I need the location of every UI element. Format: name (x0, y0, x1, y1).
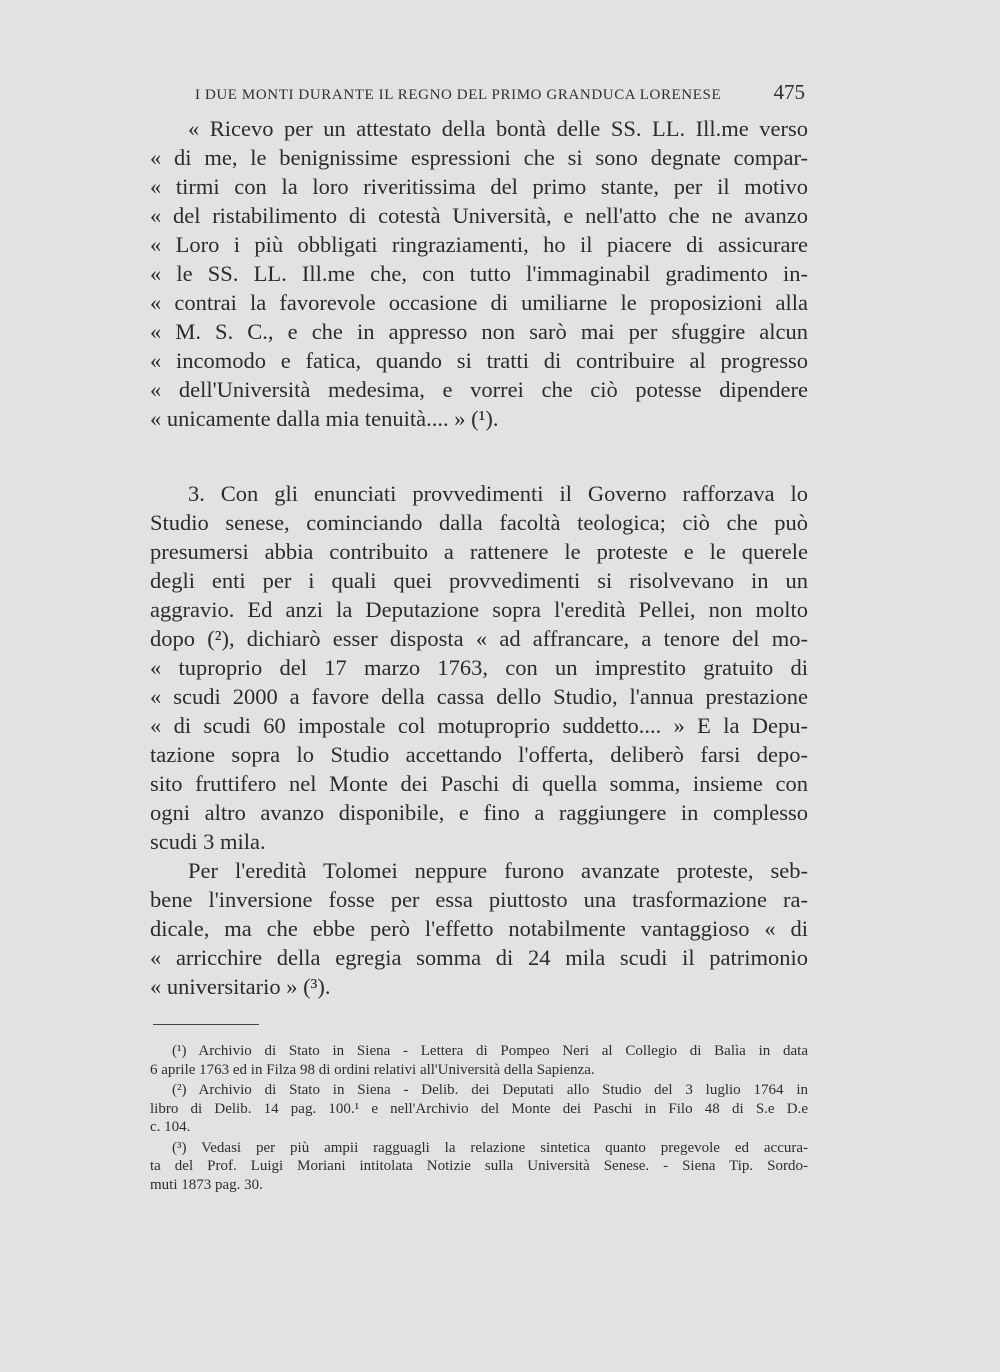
footnote-3 (150, 1139, 808, 1195)
footnotes (150, 1042, 808, 1196)
footnote-line: 6 aprile 1763 ed in Filza 98 di ordini relativi all'Università della Sapienza. (150, 1061, 595, 1078)
section-3-body (150, 479, 808, 1001)
page-number: 475 (773, 80, 805, 104)
text-line: « di scudi 60 impostale col motuproprio suddetto.... » E la Depu- (150, 713, 808, 738)
text-line: ogni altro avanzo disponibile, e fino a raggiungere in complesso (150, 800, 808, 825)
text-line: « unicamente dalla mia tenuità.... » (¹). (150, 406, 499, 431)
text-line: sito fruttifero nel Monte dei Paschi di quella somma, insieme con (150, 771, 808, 796)
running-head (195, 80, 805, 105)
footnote-line: c. 104. (150, 1119, 191, 1135)
text-line: « tirmi con la loro riveritissima del primo stante, per il motivo (150, 174, 808, 199)
quoted-letter (150, 114, 808, 433)
text-line: « universitario » (³). (150, 974, 331, 999)
text-line: Studio senese, cominciando dalla facoltà teologica; ciò che può (150, 510, 808, 535)
footnote-2 (150, 1081, 808, 1137)
footnote-rule (153, 1024, 259, 1025)
text-line: « tuproprio del 17 marzo 1763, con un imprestito gratuito di (150, 655, 808, 680)
text-line: dopo (²), dichiarò esser disposta « ad affrancare, a tenore del mo- (150, 626, 808, 651)
text-line: « incomodo e fatica, quando si tratti di contribuire al progresso (150, 348, 808, 373)
text-line: dicale, ma che ebbe però l'effetto notabilmente vantaggioso « di (150, 916, 808, 941)
footnote-line: libro di Delib. 14 pag. 100.¹ e nell'Archivio del Monte dei Paschi in Filo 48 di S.e D.e (150, 1100, 808, 1117)
text-line: « Ricevo per un attestato della bontà delle SS. LL. Ill.me verso (188, 116, 808, 141)
text-line: scudi 3 mila. (150, 829, 266, 854)
footnote-line: muti 1873 pag. 30. (150, 1176, 263, 1193)
text-line: « di me, le benignissime espressioni che si sono degnate compar- (150, 145, 808, 170)
footnote-1 (150, 1042, 808, 1079)
text-line: « del ristabilimento di cotestà Università, e nell'atto che ne avanzo (150, 203, 808, 228)
text-line: 3. Con gli enunciati provvedimenti il Governo rafforzava lo (188, 481, 808, 506)
footnote-line: (¹) Archivio di Stato in Siena - Lettera di Pompeo Neri al Collegio di Balìa in data (172, 1043, 808, 1059)
text-line: degli enti per i quali quei provvedimenti si risolvevano in un (150, 568, 808, 593)
footnote-line: ta del Prof. Luigi Moriani intitolata Notizie sulla Università Senese. - Siena Tip. Sordo- (150, 1158, 808, 1174)
text-line: bene l'inversione fosse per essa piuttosto una trasformazione ra- (150, 887, 808, 912)
text-line: « Loro i più obbligati ringraziamenti, ho il piacere di assicurare (150, 232, 808, 257)
text-line: « M. S. C., e che in appresso non sarò mai per sfuggire alcun (150, 319, 808, 344)
text-line: presumersi abbia contribuito a rattenere le proteste e le querele (150, 539, 808, 564)
text-line: aggravio. Ed anzi la Deputazione sopra l'eredità Pellei, non molto (150, 597, 808, 622)
text-line: « dell'Università medesima, e vorrei che ciò potesse dipendere (150, 377, 808, 402)
text-line: « arricchire della egregia somma di 24 mila scudi il patrimonio (150, 945, 808, 970)
text-line: « scudi 2000 a favore della cassa dello Studio, l'annua prestazione (150, 684, 808, 709)
running-title: I DUE MONTI DURANTE IL REGNO DEL PRIMO GRANDUCA LORENESE (195, 87, 722, 103)
text-line: « le SS. LL. Ill.me che, con tutto l'immaginabil gradimento in- (150, 261, 808, 286)
footnote-line: (³) Vedasi per più ampii ragguagli la relazione sintetica quanto pregevole ed accura- (172, 1139, 808, 1156)
text-line: « contrai la favorevole occasione di umiliarne le proposizioni alla (150, 290, 808, 315)
footnote-line: (²) Archivio di Stato in Siena - Delib. dei Deputati allo Studio del 3 luglio 1764 in (172, 1082, 808, 1098)
text-line: Per l'eredità Tolomei neppure furono avanzate proteste, seb- (188, 858, 808, 883)
text-line: tazione sopra lo Studio accettando l'offerta, deliberò farsi depo- (150, 742, 808, 767)
